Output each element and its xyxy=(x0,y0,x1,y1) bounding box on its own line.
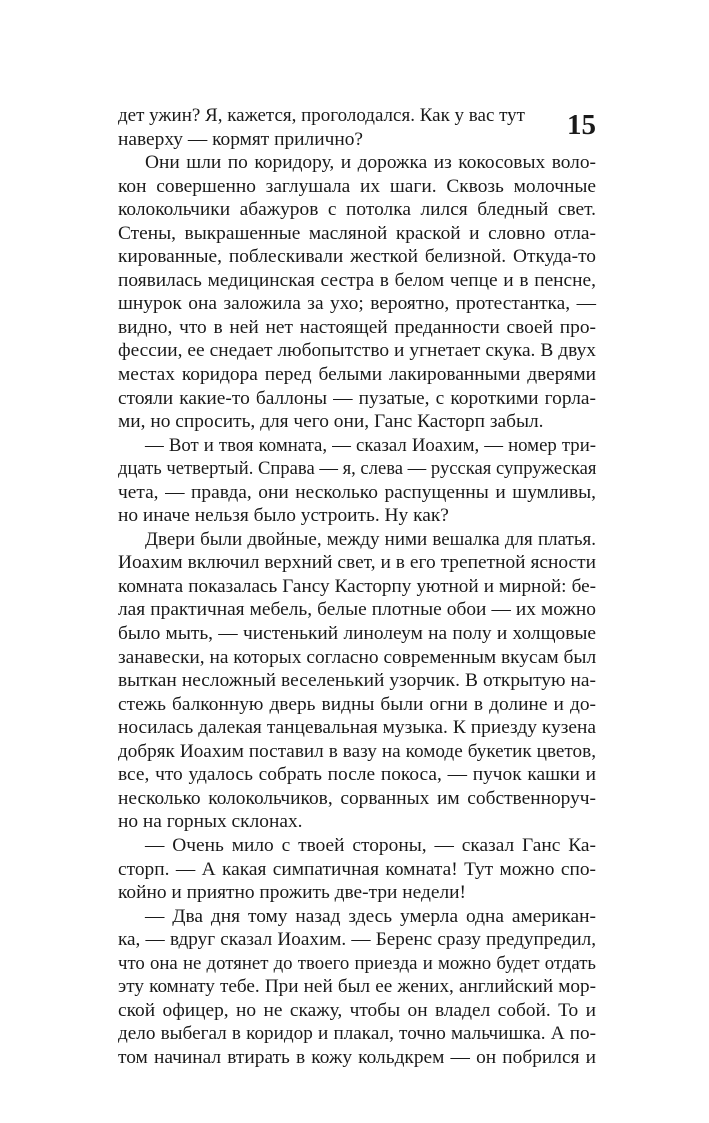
text-line: дет ужин? Я, кажется, проголодался. Как у вас тут xyxy=(118,105,525,126)
text-line: чета, — правда, они несколько распущенны и шумливы, xyxy=(118,481,596,503)
text-line: но на горных склонах. xyxy=(118,811,303,833)
text-line: кон совершенно заглушала их шаги. Сквозь молочные xyxy=(118,175,596,197)
text-line: но иначе нельзя было устроить. Ну как? xyxy=(118,505,449,527)
text-line: носилась далекая танцевальная музыка. К приезду кузена xyxy=(118,717,596,739)
text-line: местах коридора перед белыми лакированными дверями xyxy=(118,364,596,386)
text-line: добряк Иоахим поставил в вазу на комоде букетик цветов, xyxy=(118,740,596,762)
text-line: ми, но спросить, для чего они, Ганс Касторп забыл. xyxy=(118,411,544,433)
text-line: Иоахим включил верхний свет, и в его трепетной ясности xyxy=(118,552,596,574)
text-line: Двери были двойные, между ними вешалка для платья. xyxy=(145,528,596,550)
text-line: дцать четвертый. Справа — я, слева — русская супружеская xyxy=(118,458,597,480)
text-line: все, что удалось собрать после покоса, — пучок кашки и xyxy=(118,764,596,786)
text-line: стояли какие-то баллоны — пузатые, с короткими горла- xyxy=(118,387,596,409)
text-line: ка, — вдруг сказал Иоахим. — Беренс сразу предупредил, xyxy=(118,929,596,951)
text-line: койно и приятно прожить две-три недели! xyxy=(118,882,466,904)
text-line: что она не дотянет до твоего приезда и можно будет отдать xyxy=(118,952,596,974)
text-line: шнурок она заложила за ухо; вероятно, протестантка, — xyxy=(118,293,596,315)
text-line: фессии, ее снедает любопытство и угнетает скука. В двух xyxy=(118,340,596,362)
text-line: — Очень мило с твоей стороны, — сказал Ганс Ка- xyxy=(145,834,596,856)
text-line: — Вот и твоя комната, — сказал Иоахим, — номер три- xyxy=(145,434,596,456)
text-line: было мыть, — чистенький линолеум на полу и холщовые xyxy=(118,623,596,645)
text-line: комната показалась Гансу Касторпу уютной и мирной: бе- xyxy=(118,575,596,597)
text-line: несколько колокольчиков, сорванных им собственноруч- xyxy=(118,787,596,809)
text-line: занавески, на которых согласно современным вкусам был xyxy=(118,646,597,668)
page-number: 15 xyxy=(567,109,596,141)
text-line: Они шли по коридору, и дорожка из кокосовых воло- xyxy=(145,152,596,174)
text-line: Стены, выкрашенные масляной краской и словно отла- xyxy=(118,222,596,244)
text-line: выткан несложный веселенький узорчик. В открытую на- xyxy=(118,670,596,692)
body-text xyxy=(118,104,596,1069)
text-line: видно, что в ней нет настоящей преданности своей про- xyxy=(118,316,596,338)
text-line: появилась медицинская сестра в белом чепце и в пенсне, xyxy=(118,269,596,291)
text-line: ской офицер, но не скажу, чтобы он владел собой. То и xyxy=(118,999,596,1021)
text-line: наверху — кормят прилично? xyxy=(118,128,364,150)
text-line: эту комнату тебе. При ней был ее жених, английский мор- xyxy=(118,976,596,998)
text-line: кированные, поблескивали жесткой белизной. Откуда-то xyxy=(118,246,596,268)
text-line: лая практичная мебель, белые плотные обои — их можно xyxy=(118,599,596,621)
text-line: — Два дня тому назад здесь умерла одна американ- xyxy=(145,905,596,927)
text-line: стежь балконную дверь видны были огни в долине и до- xyxy=(118,693,596,715)
text-line: дело выбегал в коридор и плакал, точно мальчишка. А по- xyxy=(118,1023,596,1045)
text-line: том начинал втирать в кожу кольдкрем — он побрился и xyxy=(118,1046,596,1068)
text-line: колокольчики абажуров с потолка лился бледный свет. xyxy=(118,199,596,221)
text-line: сторп. — А какая симпатичная комната! Тут можно спо- xyxy=(118,858,596,880)
